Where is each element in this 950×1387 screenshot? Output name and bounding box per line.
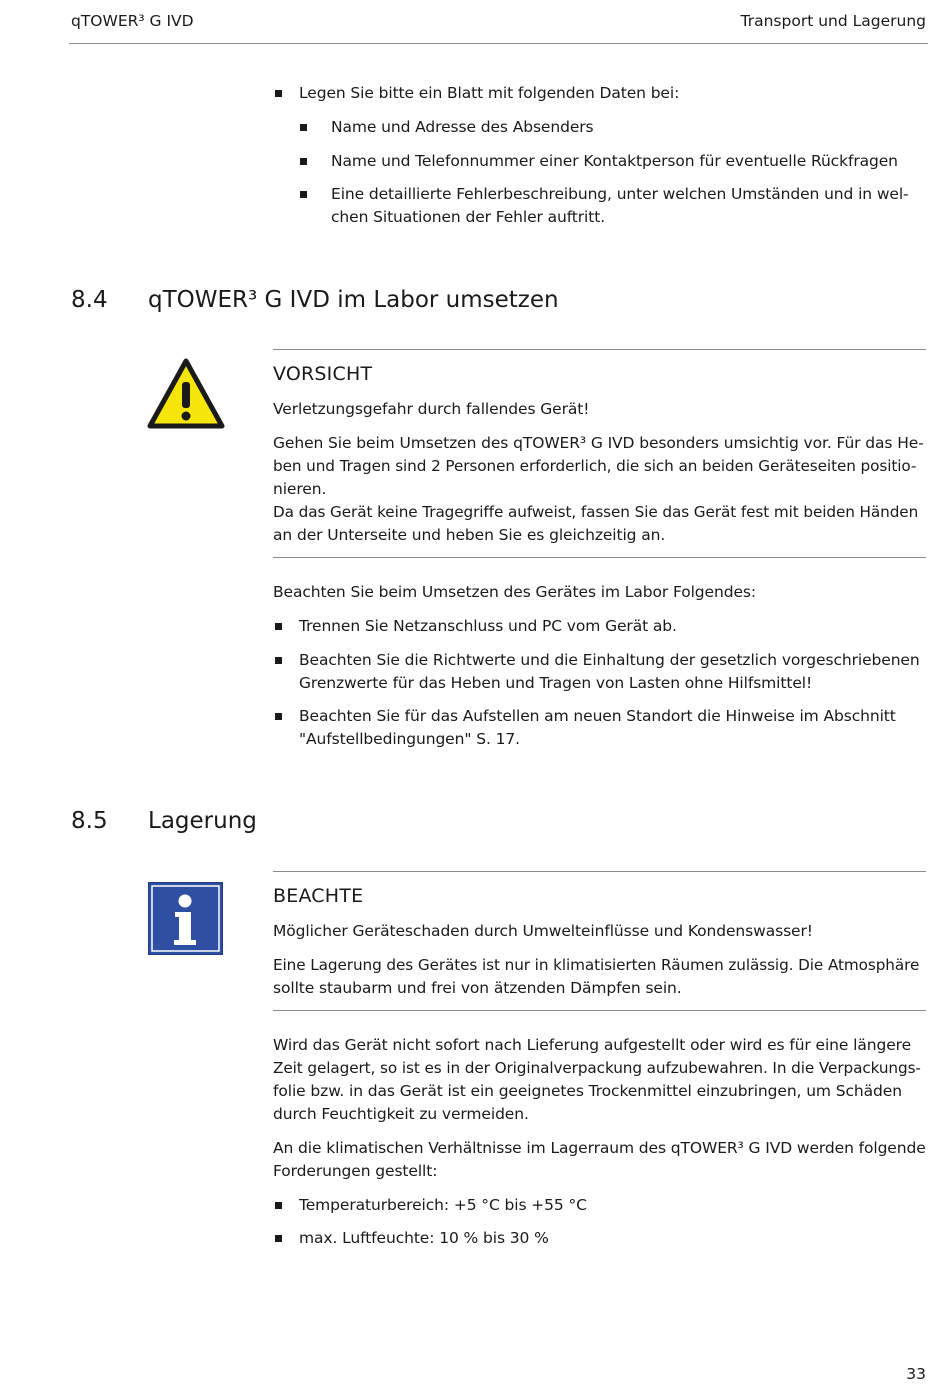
intro-sub-item-continued: chen Situationen der Fehler auftritt. — [331, 208, 606, 226]
bullet-marker — [275, 623, 282, 630]
notice-heading: BEACHTE — [273, 885, 364, 907]
page-number: 33 — [906, 1365, 926, 1383]
notice-bottom-rule — [273, 1010, 926, 1011]
bullet-marker — [300, 191, 307, 198]
intro-list-item: Legen Sie bitte ein Blatt mit folgenden Daten bei: — [299, 84, 680, 102]
paragraph-line: Forderungen gestellt: — [273, 1162, 438, 1180]
paragraph-line: Wird das Gerät nicht sofort nach Lieferung aufgestellt oder wird es für eine längere — [273, 1036, 912, 1054]
paragraph-line: durch Feuchtigkeit zu vermeiden. — [273, 1105, 529, 1123]
section-title: qTOWER³ G IVD im Labor umsetzen — [148, 287, 559, 313]
bullet-marker — [275, 713, 282, 720]
paragraph-line: folie bzw. in das Gerät ist ein geeignetes Trockenmittel einzubringen, um Schäden — [273, 1082, 902, 1100]
list-item: Beachten Sie für das Aufstellen am neuen Standort die Hinweise im Abschnitt — [299, 707, 896, 725]
list-item-continued: "Aufstellbedingungen" S. 17. — [299, 730, 520, 748]
list-item: Temperaturbereich: +5 °C bis +55 °C — [299, 1196, 587, 1214]
intro-sub-item: Name und Adresse des Absenders — [331, 118, 594, 136]
warning-triangle-icon — [147, 358, 225, 430]
notice-text-line: sollte staubarm und frei von ätzenden Dämpfen sein. — [273, 979, 682, 997]
header-divider — [69, 43, 928, 44]
bullet-marker — [275, 1202, 282, 1209]
header-product-title: qTOWER³ G IVD — [71, 12, 194, 30]
caution-text-line: Gehen Sie beim Umsetzen des qTOWER³ G IVD besonders umsichtig vor. Für das He- — [273, 434, 924, 452]
list-item: max. Luftfeuchte: 10 % bis 30 % — [299, 1229, 549, 1247]
caution-bottom-rule — [273, 557, 926, 558]
caution-text-line: nieren. — [273, 480, 327, 498]
list-item: Trennen Sie Netzanschluss und PC vom Gerät ab. — [299, 617, 677, 635]
section-number: 8.4 — [71, 287, 108, 313]
list-item-continued: Grenzwerte für das Heben und Tragen von Lasten ohne Hilfsmittel! — [299, 674, 813, 692]
caution-heading: VORSICHT — [273, 363, 373, 385]
bullet-marker — [275, 657, 282, 664]
notice-lead: Möglicher Geräteschaden durch Umwelteinflüsse und Kondenswasser! — [273, 922, 813, 940]
bullet-marker — [275, 90, 282, 97]
list-item: Beachten Sie die Richtwerte und die Einhaltung der gesetzlich vorgeschriebenen — [299, 651, 920, 669]
section-intro: Beachten Sie beim Umsetzen des Gerätes im Labor Folgendes: — [273, 583, 756, 601]
info-icon — [148, 882, 223, 955]
bullet-marker — [300, 158, 307, 165]
caution-top-rule — [273, 349, 926, 350]
paragraph-line: Zeit gelagert, so ist es in der Originalverpackung aufzubewahren. In die Verpackungs- — [273, 1059, 921, 1077]
bullet-marker — [300, 124, 307, 131]
intro-sub-item: Name und Telefonnummer einer Kontaktperson für eventuelle Rückfragen — [331, 152, 898, 170]
paragraph-line: An die klimatischen Verhältnisse im Lagerraum des qTOWER³ G IVD werden folgende — [273, 1139, 926, 1157]
caution-text-line: an der Unterseite und heben Sie es gleichzeitig an. — [273, 526, 666, 544]
section-title: Lagerung — [148, 808, 257, 834]
bullet-marker — [275, 1235, 282, 1242]
notice-top-rule — [273, 871, 926, 872]
notice-text-line: Eine Lagerung des Gerätes ist nur in klimatisierten Räumen zulässig. Die Atmosphäre — [273, 956, 920, 974]
intro-sub-item: Eine detaillierte Fehlerbeschreibung, unter welchen Umständen und in wel- — [331, 185, 909, 203]
caution-lead: Verletzungsgefahr durch fallendes Gerät! — [273, 400, 590, 418]
header-chapter-title: Transport und Lagerung — [740, 12, 926, 30]
caution-text-line: ben und Tragen sind 2 Personen erforderlich, die sich an beiden Geräteseiten positio- — [273, 457, 917, 475]
caution-text-line: Da das Gerät keine Tragegriffe aufweist, fassen Sie das Gerät fest mit beiden Händen — [273, 503, 919, 521]
section-number: 8.5 — [71, 808, 108, 834]
